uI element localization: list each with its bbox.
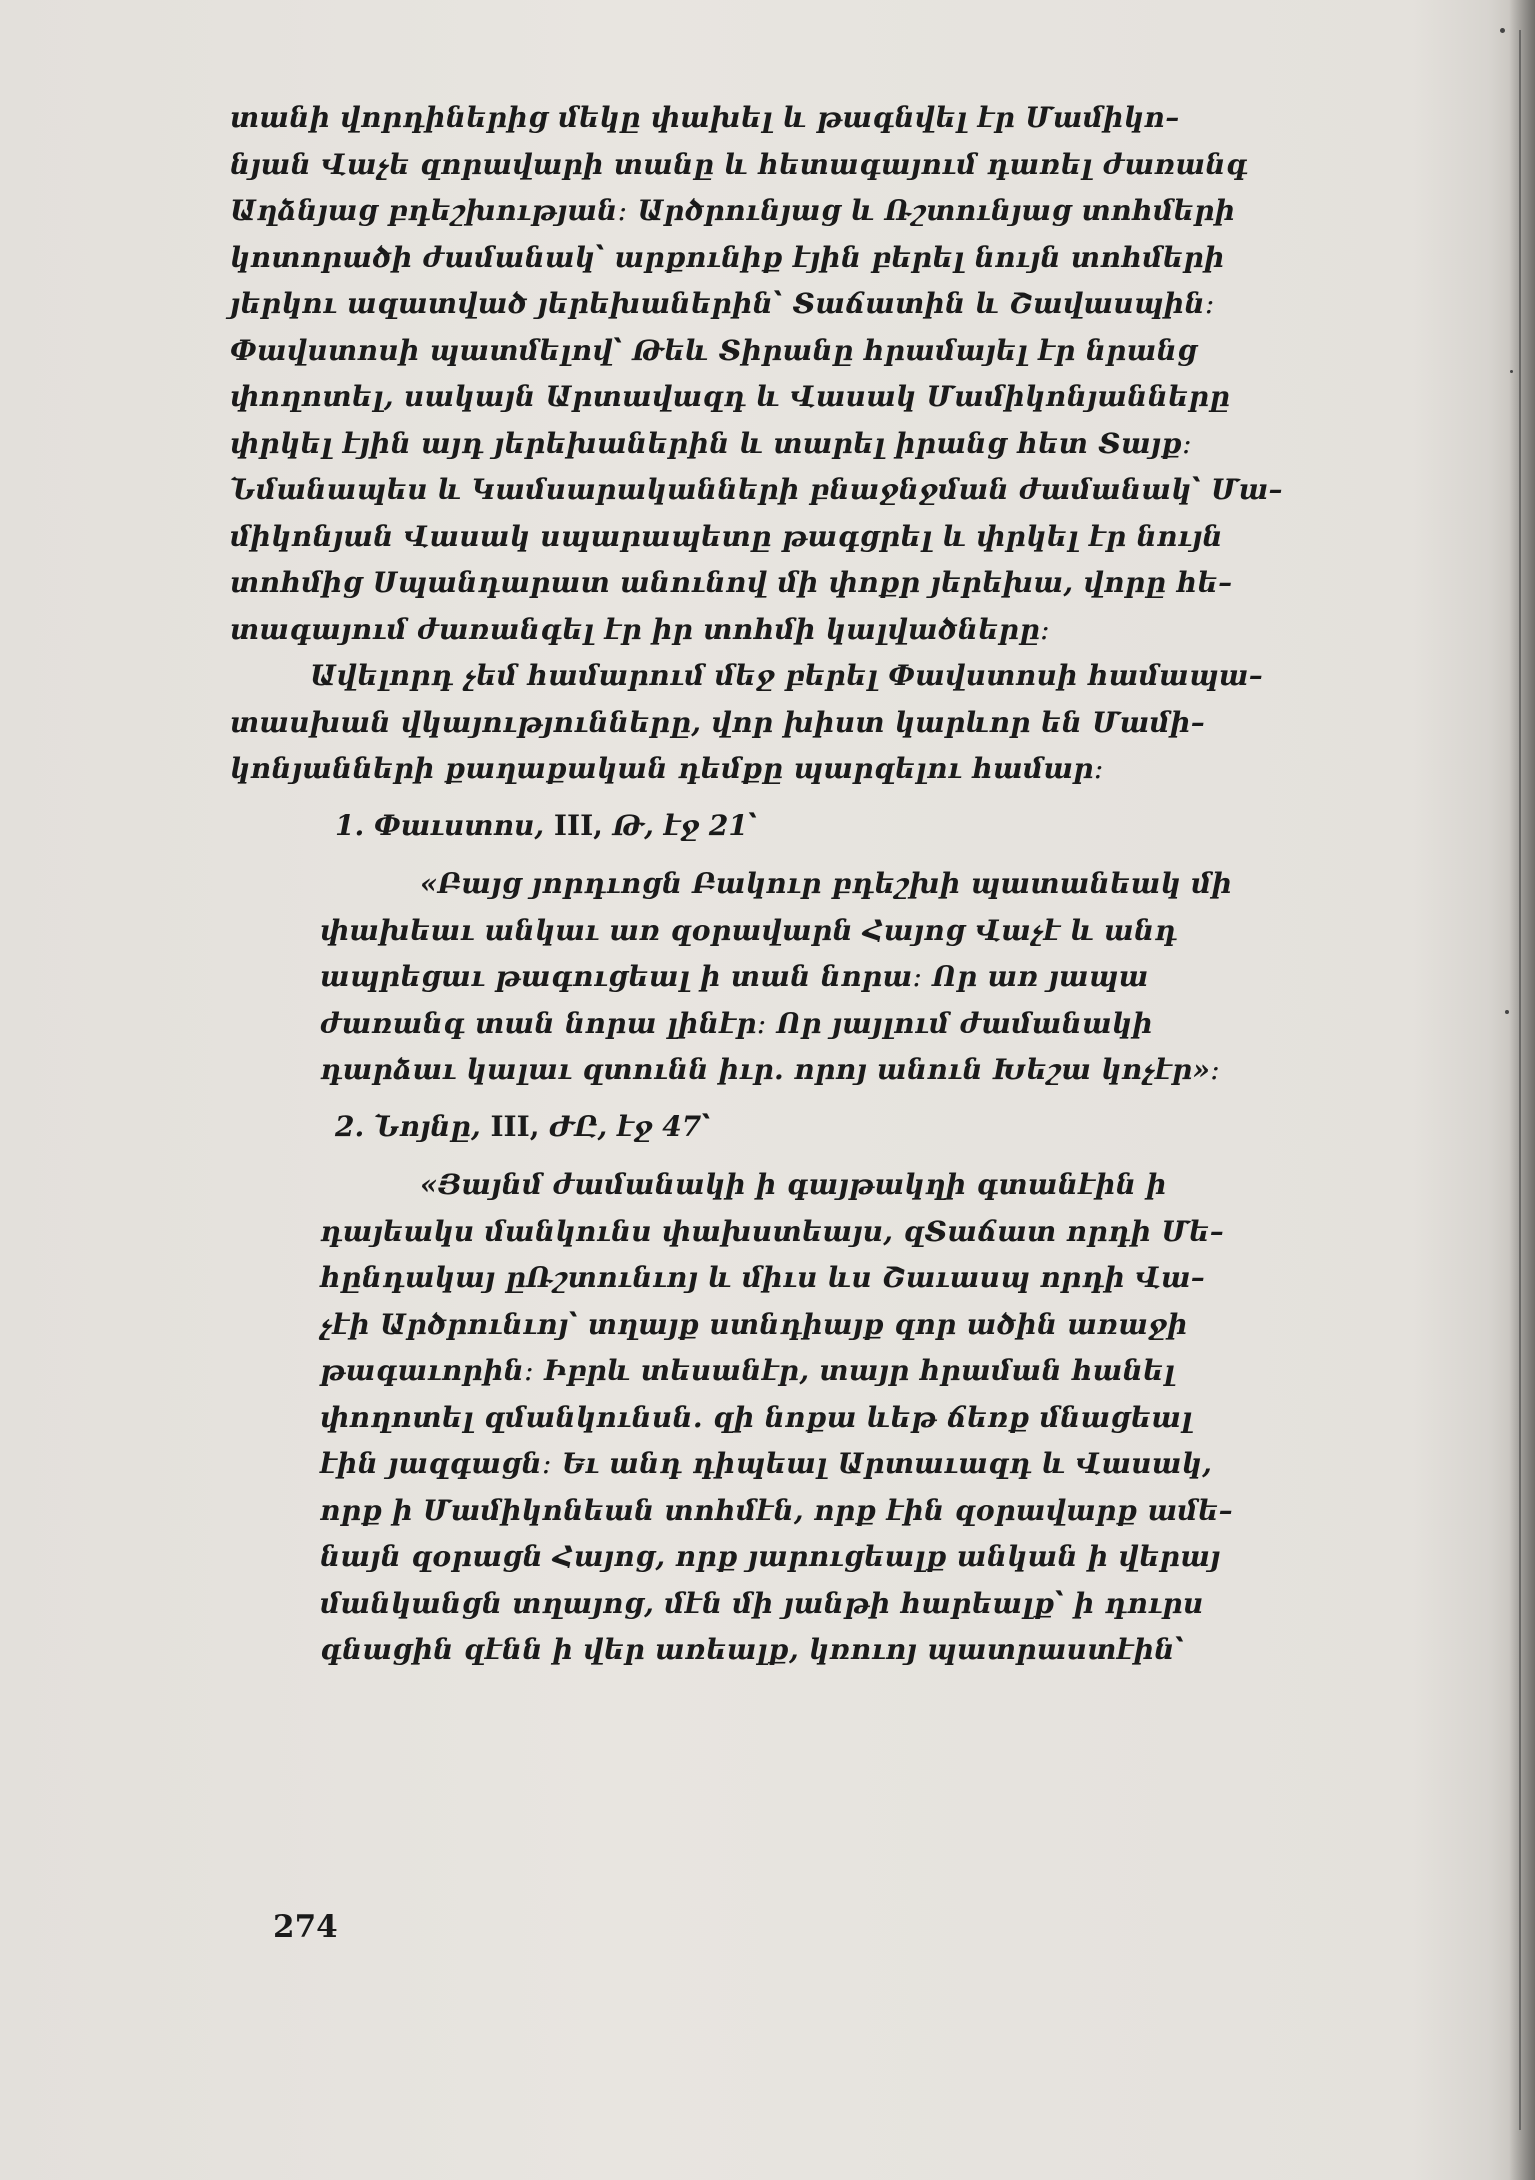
quote-line: «Յայնմ ժամանակի ի գայթակղի գտանէին ի [420,1168,1167,1201]
quote-line: դարձաւ կալաւ զտունն իւր. որոյ անուն Խեշա կոչէր»։ [320,1053,1221,1086]
quote-line: գնացին զէնն ի վեր առեալք, կռուոյ պատրաստէին՝ [320,1633,1185,1666]
quote-line: փախեաւ անկաւ առ զօրավարն Հայոց Վաչէ և անդ [320,913,1178,947]
text-line: կոնյանների քաղաքական դեմքը պարզելու համար։ [230,752,1104,785]
page-number: 274 [273,1909,338,1945]
quote-line: թագաւորին։ Իբրև տեսանէր, տայր հրաման հանել [320,1354,1176,1387]
text-line: տագայում ժառանգել էր իր տոհմի կալվածները։ [230,612,1050,646]
quote-line: մանկանցն տղայոց, մէն մի յանթի հարեալք՝ ի դուրս [320,1586,1204,1620]
quote-1 [230,861,1390,1094]
ink-speck [1510,370,1513,373]
text-line: Նմանապես և Կամսարականների բնաջնջման ժամանակ՝ Մա– [230,473,1283,506]
quote-line: փողոտել զմանկունսն. զի նոքա ևեթ ճեռք մնացեալ [320,1400,1193,1434]
quote-line: «Բայց յորդւոցն Բակուր բդեշխի պատանեակ մի [420,867,1233,900]
text-line: փրկել էյին այդ յերեխաներին և տարել իրանց հետ Տայք։ [230,426,1192,460]
text-line: նյան Վաչե զորավարի տանը և հետագայում դառել ժառանգ [230,147,1248,181]
ink-speck [1500,28,1505,33]
text-line: տոհմից Սպանդարատ անունով մի փոքր յերեխա, վորը հե– [230,566,1233,599]
quote-line: դայեակս մանկունս փախստեայս, զՏաճատ որդի Մե– [320,1214,1225,1248]
book-spine-shadow [1509,0,1535,2180]
text-line: տասխան վկայությունները, վոր խիստ կարևոր են Մամի– [230,705,1205,739]
quote-line: էին յազգացն։ Եւ անդ դիպեալ Արտաւազդ և Վասակ, [320,1447,1213,1480]
citation-suffix: ԺԸ, էջ 47՝ [549,1109,711,1143]
text-line: կոտորածի ժամանակ՝ արքունիք էյին բերել նույն տոհմերի [230,240,1225,274]
quote-line: որք ի Մամիկոնեան տոհմէն, որք էին զօրավարք ամե– [320,1493,1233,1527]
text-line: միկոնյան Վասակ սպարապետը թագցրել և փրկել էր նույն [230,519,1223,553]
quote-2 [230,1162,1390,1674]
citation-heading-1 [230,803,1390,850]
text-line: Ավելորդ չեմ համարում մեջ բերել Փավստոսի համապա– [310,659,1264,692]
quote-line: հընդակայ ըՌշտունւոյ և միւս ևս Շաւասպ որդի Վա– [320,1261,1206,1294]
body-text [230,95,1390,1674]
quote-line: նայն զօրացն Հայոց, որք յարուցեալք անկան ի վերայ [320,1540,1221,1573]
citation-roman: III, [553,808,603,842]
paragraph-1 [230,95,1390,653]
quote-line: ժառանգ տան նորա լինէր։ Որ յայլում ժամանակի [320,1006,1153,1040]
citation-roman: III, [490,1109,540,1143]
text-line: յերկու ազատված յերեխաներին՝ Տաճատին և Շավասպին։ [230,287,1215,320]
book-gutter-line [1519,30,1521,2130]
citation-suffix: Թ, էջ 21՝ [612,808,757,842]
paragraph-2 [230,653,1390,793]
citation-prefix: 1. Փաւստոս, [335,808,545,842]
ink-speck [1505,1010,1509,1014]
text-line: տանի վորդիներից մեկը փախել և թագնվել էր Մամիկո– [230,101,1180,134]
quote-line: ապրեցաւ թագուցեալ ի տան նորա։ Որ առ յապա [320,960,1149,993]
text-line: փողոտել, սակայն Արտավազդ և Վասակ Մամիկոնյանները [230,380,1231,413]
citation-heading-2 [230,1104,1390,1151]
citation-prefix: 2. Նոյնը, [335,1109,481,1143]
quote-line: չէի Արծրունւոյ՝ տղայք ստնդիայք զոր ածին առաջի [320,1307,1188,1341]
text-line: Աղձնյաց բդեշխության։ Արծրունյաց և Ռշտունյաց տոհմերի [230,194,1236,227]
text-line: Փավստոսի պատմելով՝ Թեև Տիրանը հրամայել էր նրանց [230,333,1198,367]
